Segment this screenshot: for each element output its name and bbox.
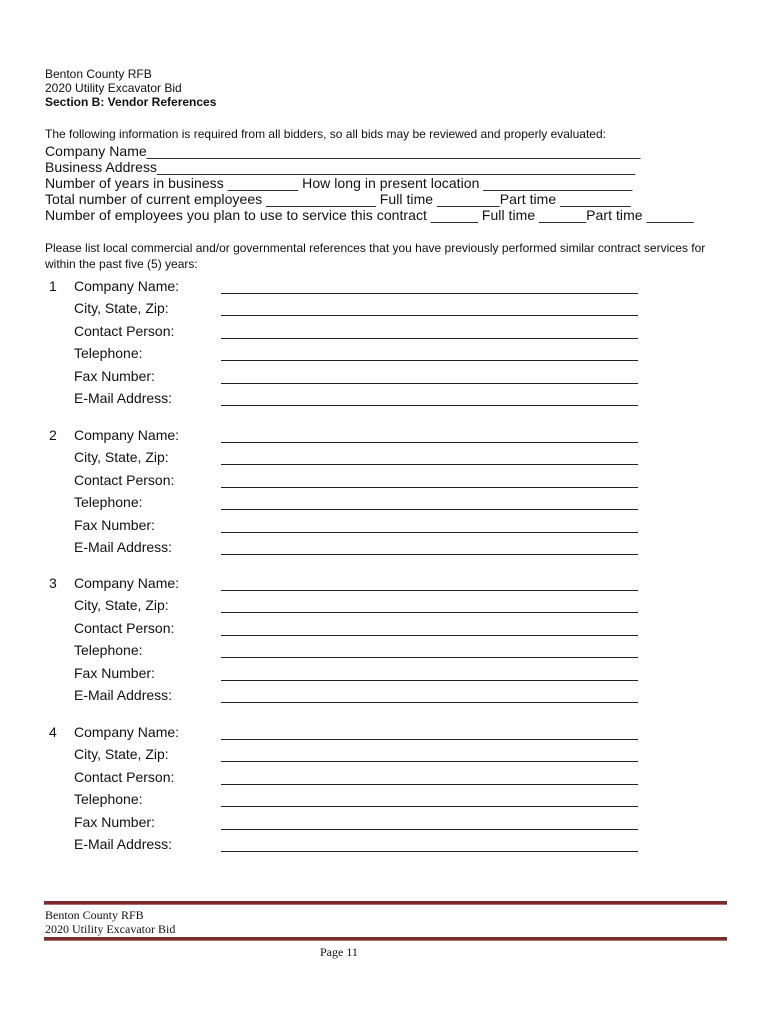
city-state-zip-blank[interactable] <box>221 464 638 465</box>
company-name-line: Company Name_______________________________________________________________ <box>45 143 641 159</box>
contact-person-label: Contact Person: <box>74 471 175 488</box>
telephone-label: Telephone: <box>74 345 143 362</box>
contact-person-label: Contact Person: <box>74 619 175 636</box>
company-name-blank[interactable] <box>221 590 638 591</box>
intro-text: The following information is required from all bidders, so all bids may be reviewed and properly evaluated: <box>45 127 606 141</box>
footer-bid-title: 2020 Utility Excavator Bid <box>45 922 176 936</box>
contact-person-blank[interactable] <box>221 635 638 636</box>
city-state-zip-label: City, State, Zip: <box>74 597 169 614</box>
fax-number-blank[interactable] <box>221 680 638 681</box>
company-name-blank[interactable] <box>221 442 638 443</box>
fax-number-label: Fax Number: <box>74 813 155 830</box>
company-name-label: Company Name: <box>74 724 180 740</box>
email-address-blank[interactable] <box>221 851 638 852</box>
footer-rule-top <box>44 901 727 905</box>
telephone-blank[interactable] <box>221 360 638 361</box>
header-bid-title: 2020 Utility Excavator Bid <box>45 81 182 95</box>
footer-rule-bottom <box>44 937 727 941</box>
fax-number-blank[interactable] <box>221 532 638 533</box>
fax-number-label: Fax Number: <box>74 367 155 384</box>
email-address-blank[interactable] <box>221 702 638 703</box>
email-address-blank[interactable] <box>221 405 638 406</box>
contract-employees-line: Number of employees you plan to use to service this contract ______ Full time ______Part time ______ <box>45 207 694 223</box>
footer-county: Benton County RFB <box>45 908 144 922</box>
telephone-blank[interactable] <box>221 657 638 658</box>
email-address-label: E-Mail Address: <box>74 539 173 555</box>
references-intro: Please list local commercial and/or governmental references that you have previously performed similar contract services for within the past five (5) years: <box>45 241 706 271</box>
page-number: Page 11 <box>320 945 358 959</box>
city-state-zip-label: City, State, Zip: <box>74 449 169 466</box>
contact-person-blank[interactable] <box>221 784 638 785</box>
reference-number: 1 <box>49 278 57 294</box>
email-address-label: E-Mail Address: <box>74 836 173 852</box>
reference-number: 2 <box>49 427 57 443</box>
company-name-label: Company Name: <box>74 278 180 294</box>
years-in-business-line: Number of years in business _________ How long in present location ___________________ <box>45 175 633 191</box>
email-address-blank[interactable] <box>221 554 638 555</box>
contact-person-blank[interactable] <box>221 487 638 488</box>
telephone-blank[interactable] <box>221 806 638 807</box>
fax-number-blank[interactable] <box>221 383 638 384</box>
reference-number: 4 <box>49 724 57 740</box>
city-state-zip-blank[interactable] <box>221 761 638 762</box>
telephone-label: Telephone: <box>74 791 143 808</box>
header-county: Benton County RFB <box>45 67 152 81</box>
company-name-label: Company Name: <box>74 427 180 443</box>
employees-line: Total number of current employees ______________ Full time ________Part time _________ <box>45 191 631 207</box>
fax-number-blank[interactable] <box>221 829 638 830</box>
reference-number: 3 <box>49 575 57 591</box>
city-state-zip-label: City, State, Zip: <box>74 300 169 317</box>
city-state-zip-blank[interactable] <box>221 315 638 316</box>
section-title: Section B: Vendor References <box>45 95 217 109</box>
company-name-label: Company Name: <box>74 575 180 591</box>
contact-person-blank[interactable] <box>221 338 638 339</box>
city-state-zip-blank[interactable] <box>221 612 638 613</box>
fax-number-label: Fax Number: <box>74 516 155 533</box>
telephone-blank[interactable] <box>221 509 638 510</box>
email-address-label: E-Mail Address: <box>74 687 173 703</box>
business-address-line: Business Address_____________________________________________________________ <box>45 159 636 175</box>
fax-number-label: Fax Number: <box>74 664 155 681</box>
city-state-zip-label: City, State, Zip: <box>74 746 169 763</box>
company-name-blank[interactable] <box>221 293 638 294</box>
telephone-label: Telephone: <box>74 494 143 511</box>
email-address-label: E-Mail Address: <box>74 390 173 406</box>
contact-person-label: Contact Person: <box>74 768 175 785</box>
contact-person-label: Contact Person: <box>74 322 175 339</box>
company-name-blank[interactable] <box>221 739 638 740</box>
telephone-label: Telephone: <box>74 642 143 659</box>
